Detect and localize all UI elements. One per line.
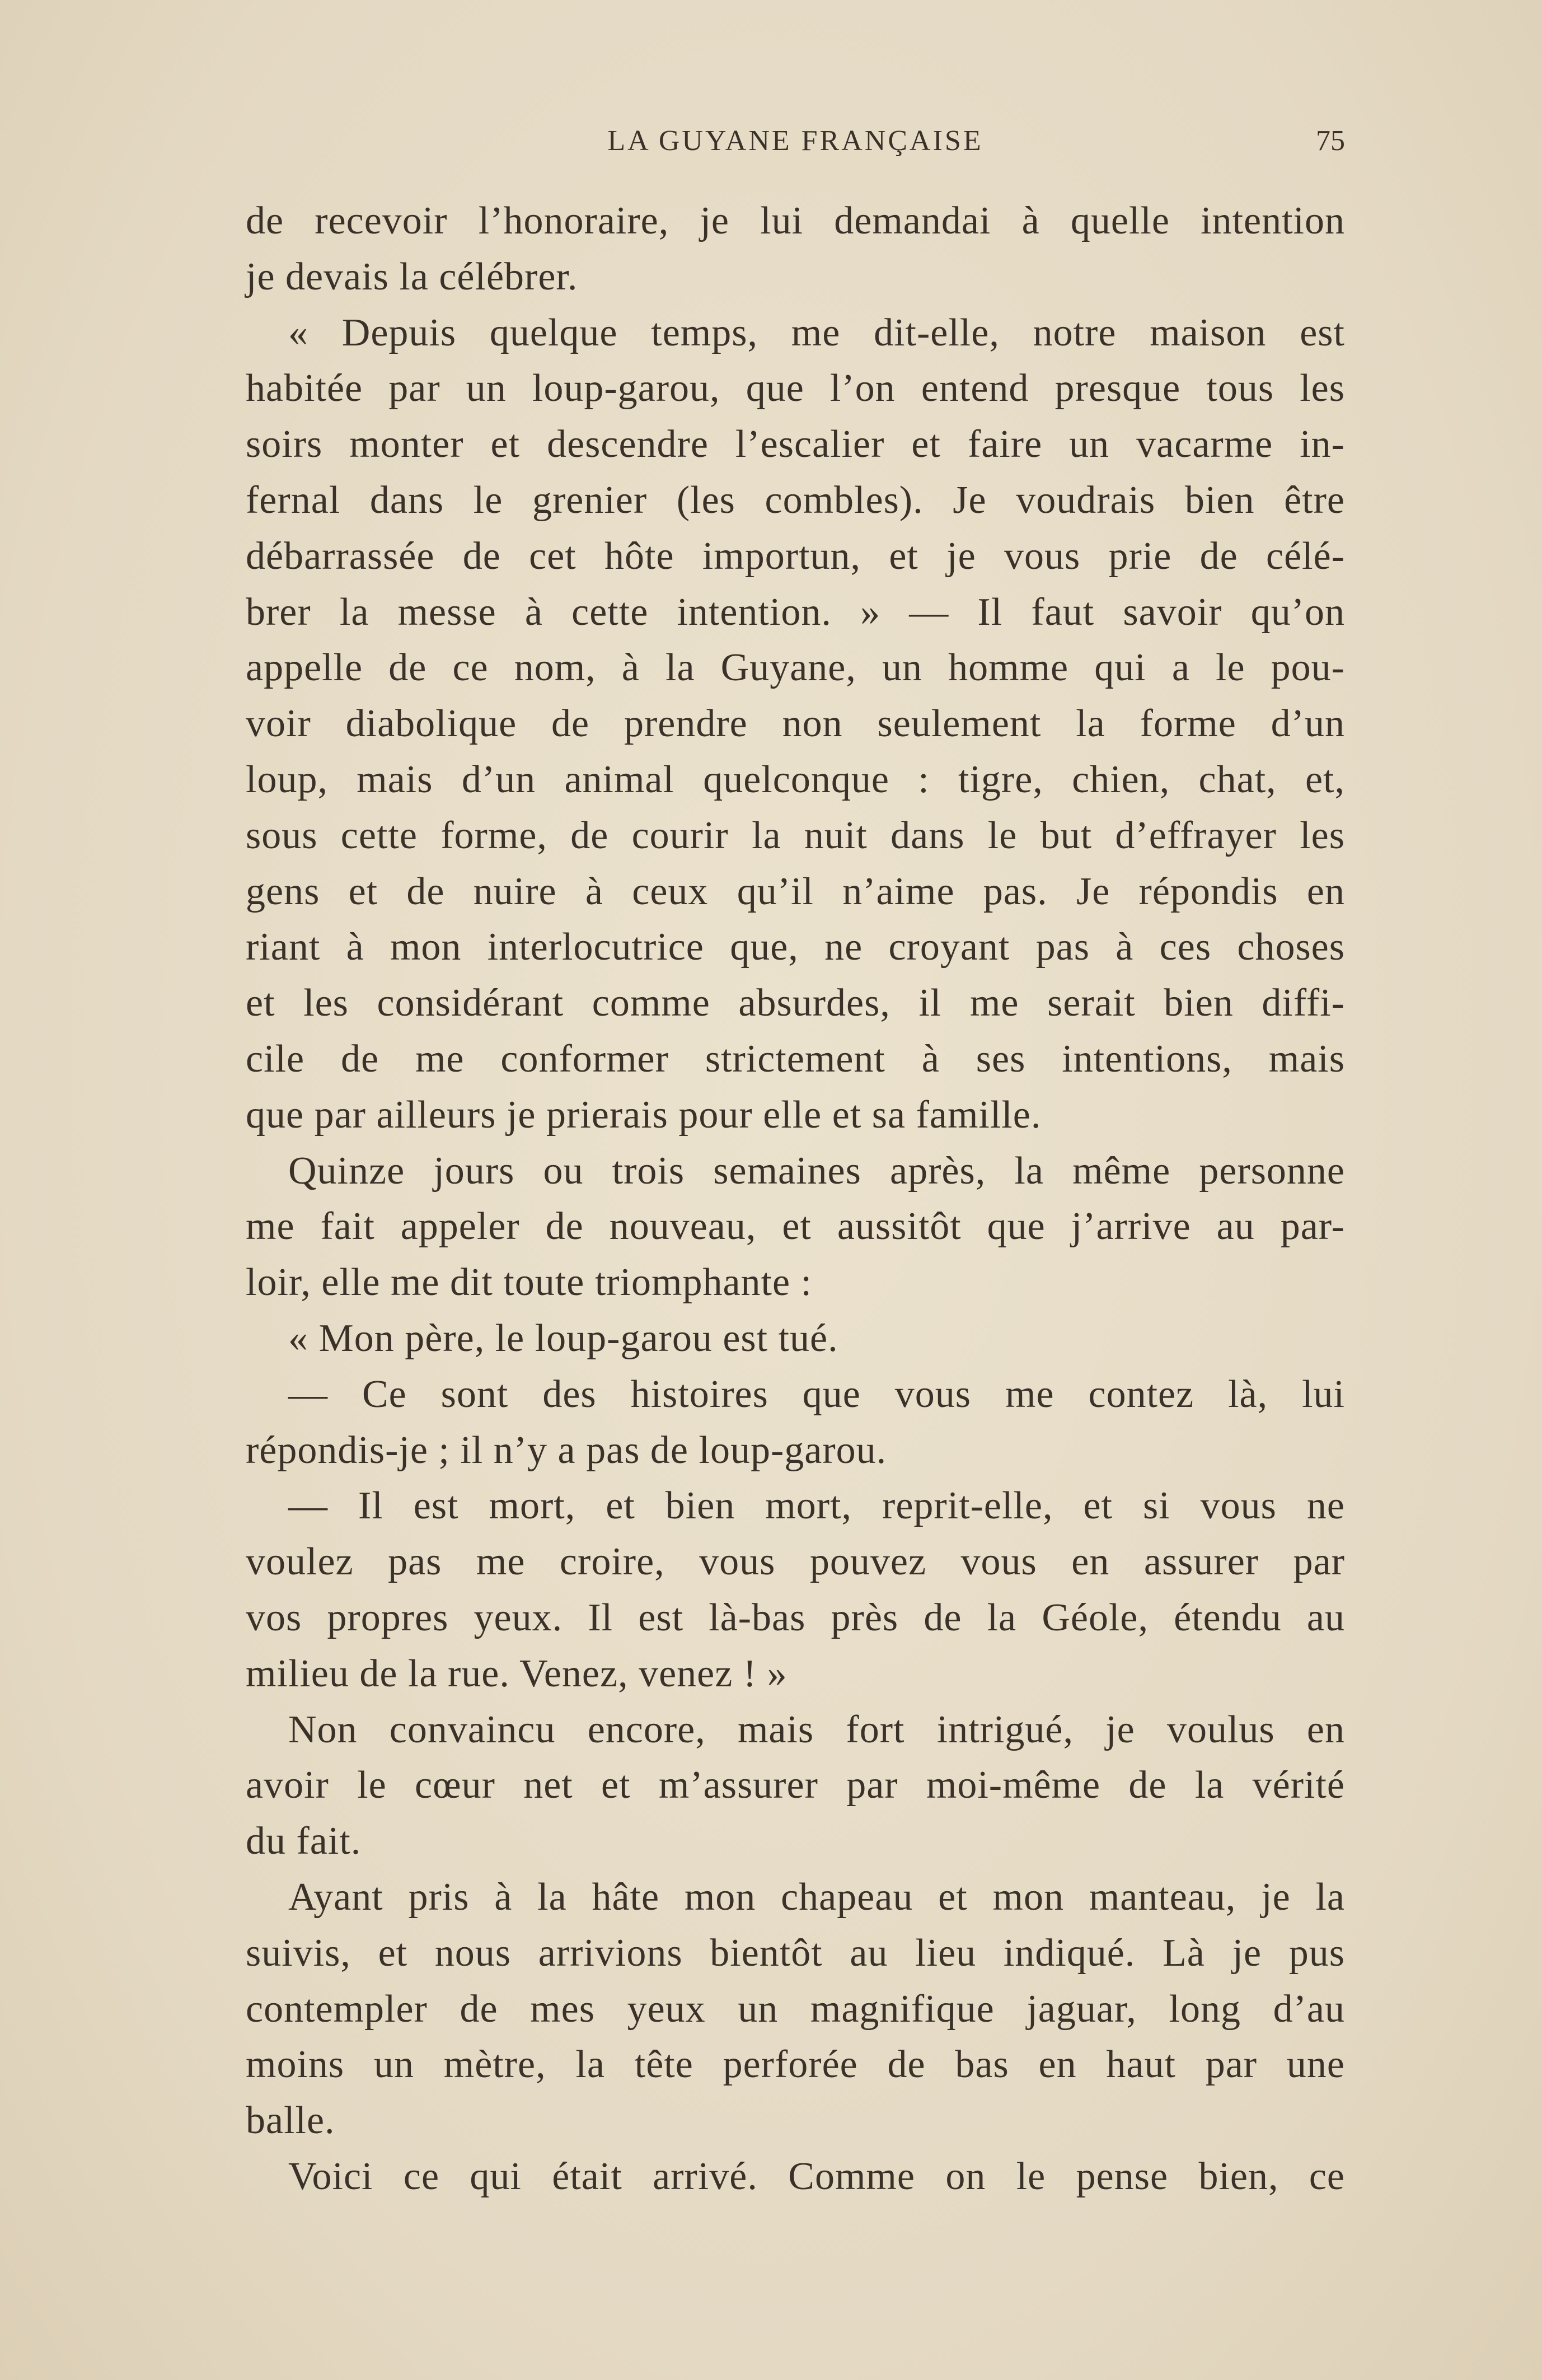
text-line: moins un mètre, la tête perforée de bas en haut par une — [246, 2043, 1345, 2087]
text-line: balle. — [246, 2099, 335, 2143]
text-line: fernal dans le grenier (les combles). Je voudrais bien être — [246, 478, 1345, 522]
text-line: brer la messe à cette intention. » — Il faut savoir qu’on — [246, 590, 1345, 634]
text-line: Non convaincu encore, mais fort intrigué, je voulus en — [288, 1708, 1345, 1751]
text-line: sous cette forme, de courir la nuit dans le but d’effrayer les — [246, 813, 1345, 857]
text-line: répondis-je ; il n’y a pas de loup-garou. — [246, 1428, 887, 1472]
text-line: appelle de ce nom, à la Guyane, un homme qui a le pou- — [246, 646, 1345, 690]
text-line: loir, elle me dit toute triomphante : — [246, 1261, 813, 1304]
text-line: gens et de nuire à ceux qu’il n’aime pas. Je répondis en — [246, 869, 1345, 913]
text-line: voulez pas me croire, vous pouvez vous en assurer par — [246, 1540, 1345, 1584]
page-number: 75 — [1316, 125, 1345, 157]
text-line: cile de me conformer strictement à ses intentions, mais — [246, 1037, 1345, 1081]
text-line: soirs monter et descendre l’escalier et faire un vacarme in- — [246, 423, 1345, 466]
text-line: — Ce sont des histoires que vous me contez là, lui — [288, 1372, 1345, 1416]
text-line: et les considérant comme absurdes, il me serait bien diffi- — [246, 981, 1345, 1025]
text-line: riant à mon interlocutrice que, ne croyant pas à ces choses — [246, 925, 1345, 969]
text-line: vos propres yeux. Il est là-bas près de la Géole, étendu au — [246, 1596, 1345, 1639]
page-header — [246, 124, 1345, 163]
text-line: Voici ce qui était arrivé. Comme on le pense bien, ce — [288, 2154, 1345, 2198]
text-line: me fait appeler de nouveau, et aussitôt que j’arrive au par- — [246, 1205, 1345, 1249]
text-line: de recevoir l’honoraire, je lui demandai à quelle intention — [246, 199, 1345, 242]
body-text — [246, 193, 1345, 2205]
running-title: LA GUYANE FRANÇAISE — [607, 125, 983, 157]
text-line: « Mon père, le loup-garou est tué. — [288, 1316, 838, 1360]
text-line: avoir le cœur net et m’assurer par moi-même de la vérité — [246, 1764, 1345, 1807]
text-line: du fait. — [246, 1820, 362, 1863]
text-line: voir diabolique de prendre non seulement la forme d’un — [246, 702, 1345, 746]
text-line: débarrassée de cet hôte importun, et je vous prie de célé- — [246, 534, 1345, 578]
text-line: Quinze jours ou trois semaines après, la même personne — [288, 1149, 1345, 1193]
text-line: suivis, et nous arrivions bientôt au lieu indiqué. Là je pus — [246, 1931, 1345, 1975]
text-line: je devais la célébrer. — [246, 255, 578, 298]
text-line: loup, mais d’un animal quelconque : tigre, chien, chat, et, — [246, 758, 1345, 801]
text-line: que par ailleurs je prierais pour elle et sa famille. — [246, 1093, 1042, 1137]
text-line: habitée par un loup-garou, que l’on entend presque tous les — [246, 367, 1345, 410]
text-line: — Il est mort, et bien mort, reprit-elle, et si vous ne — [288, 1484, 1345, 1528]
text-line: Ayant pris à la hâte mon chapeau et mon manteau, je la — [288, 1875, 1345, 1919]
text-line: « Depuis quelque temps, me dit-elle, notre maison est — [288, 311, 1345, 354]
text-line: contempler de mes yeux un magnifique jaguar, long d’au — [246, 1987, 1345, 2031]
text-line: milieu de la rue. Venez, venez ! » — [246, 1652, 788, 1695]
